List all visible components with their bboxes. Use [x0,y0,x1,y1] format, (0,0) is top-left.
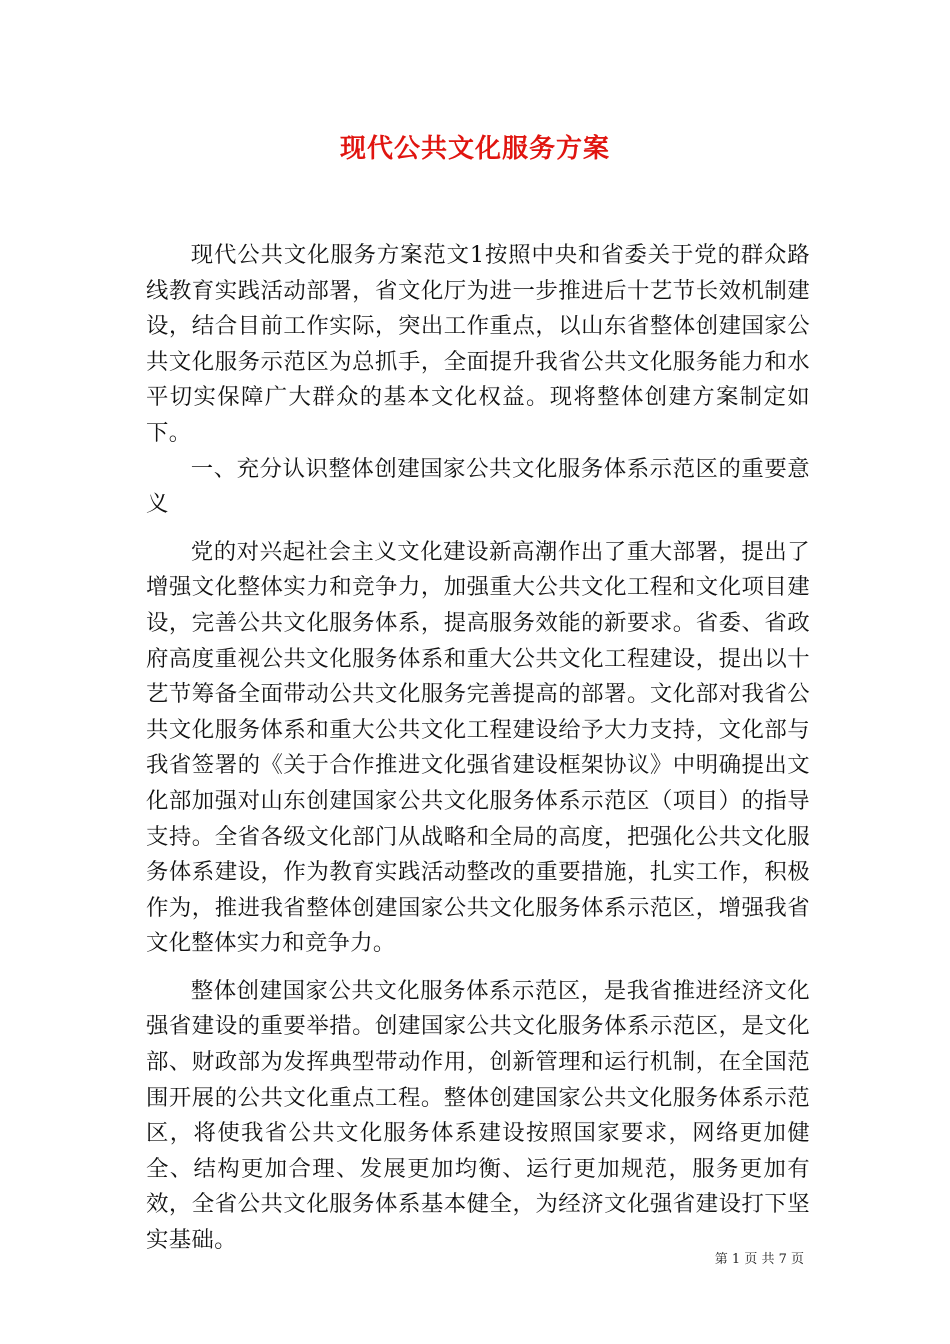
paragraph-intro: 现代公共文化服务方案范文1按照中央和省委关于党的群众路线教育实践活动部署，省文化厅为进一步推进后十艺节长效机制建设，结合目前工作实际，突出工作重点，以山东省整体创建国家公共文化服务示范区为总抓手，全面提升我省公共文化服务能力和水平切实保障广大群众的基本文化权益。现将整体创建方案制定如下。 [146,242,810,446]
paragraph-3: 整体创建国家公共文化服务体系示范区，是我省推进经济文化强省建设的重要举措。创建国家公共文化服务体系示范区，是文化部、财政部为发挥典型带动作用，创新管理和运行机制，在全国范围开展的公共文化重点工程。整体创建国家公共文化服务体系示范区，将使我省公共文化服务体系建设按照国家要求，网络更加健全、结构更加合理、发展更加均衡、运行更加规范，服务更加有效，全省公共文化服务体系基本健全，为经济文化强省建设打下坚实基础。 [146,977,810,1254]
paragraph-2: 党的对兴起社会主义文化建设新高潮作出了重大部署，提出了增强文化整体实力和竞争力，加强重大公共文化工程和文化项目建设，完善公共文化服务体系，提高服务效能的新要求。省委、省政府高度重视公共文化服务体系和重大公共文化工程建设，提出以十艺节筹备全面带动公共文化服务完善提高的部署。文化部对我省公共文化服务体系和重大公共文化工程建设给予大力支持，文化部与我省签署的《关于合作推进文化强省建设框架协议》中明确提出文化部加强对山东创建国家公共文化服务体系示范区（项目）的指导支持。全省各级文化部门从战略和全局的高度，把强化公共文化服务体系建设，作为教育实践活动整改的重要措施，扎实工作，积极作为，推进我省整体创建国家公共文化服务体系示范区，增强我省文化整体实力和竞争力。 [146,538,810,957]
document-title: 现代公共文化服务方案 [339,134,610,164]
document-body [146,238,810,1259]
page-number-footer: 第 1 页 共 7 页 [714,1252,804,1267]
section-heading-1: 一、充分认识整体创建国家公共文化服务体系示范区的重要意义 [146,455,810,518]
